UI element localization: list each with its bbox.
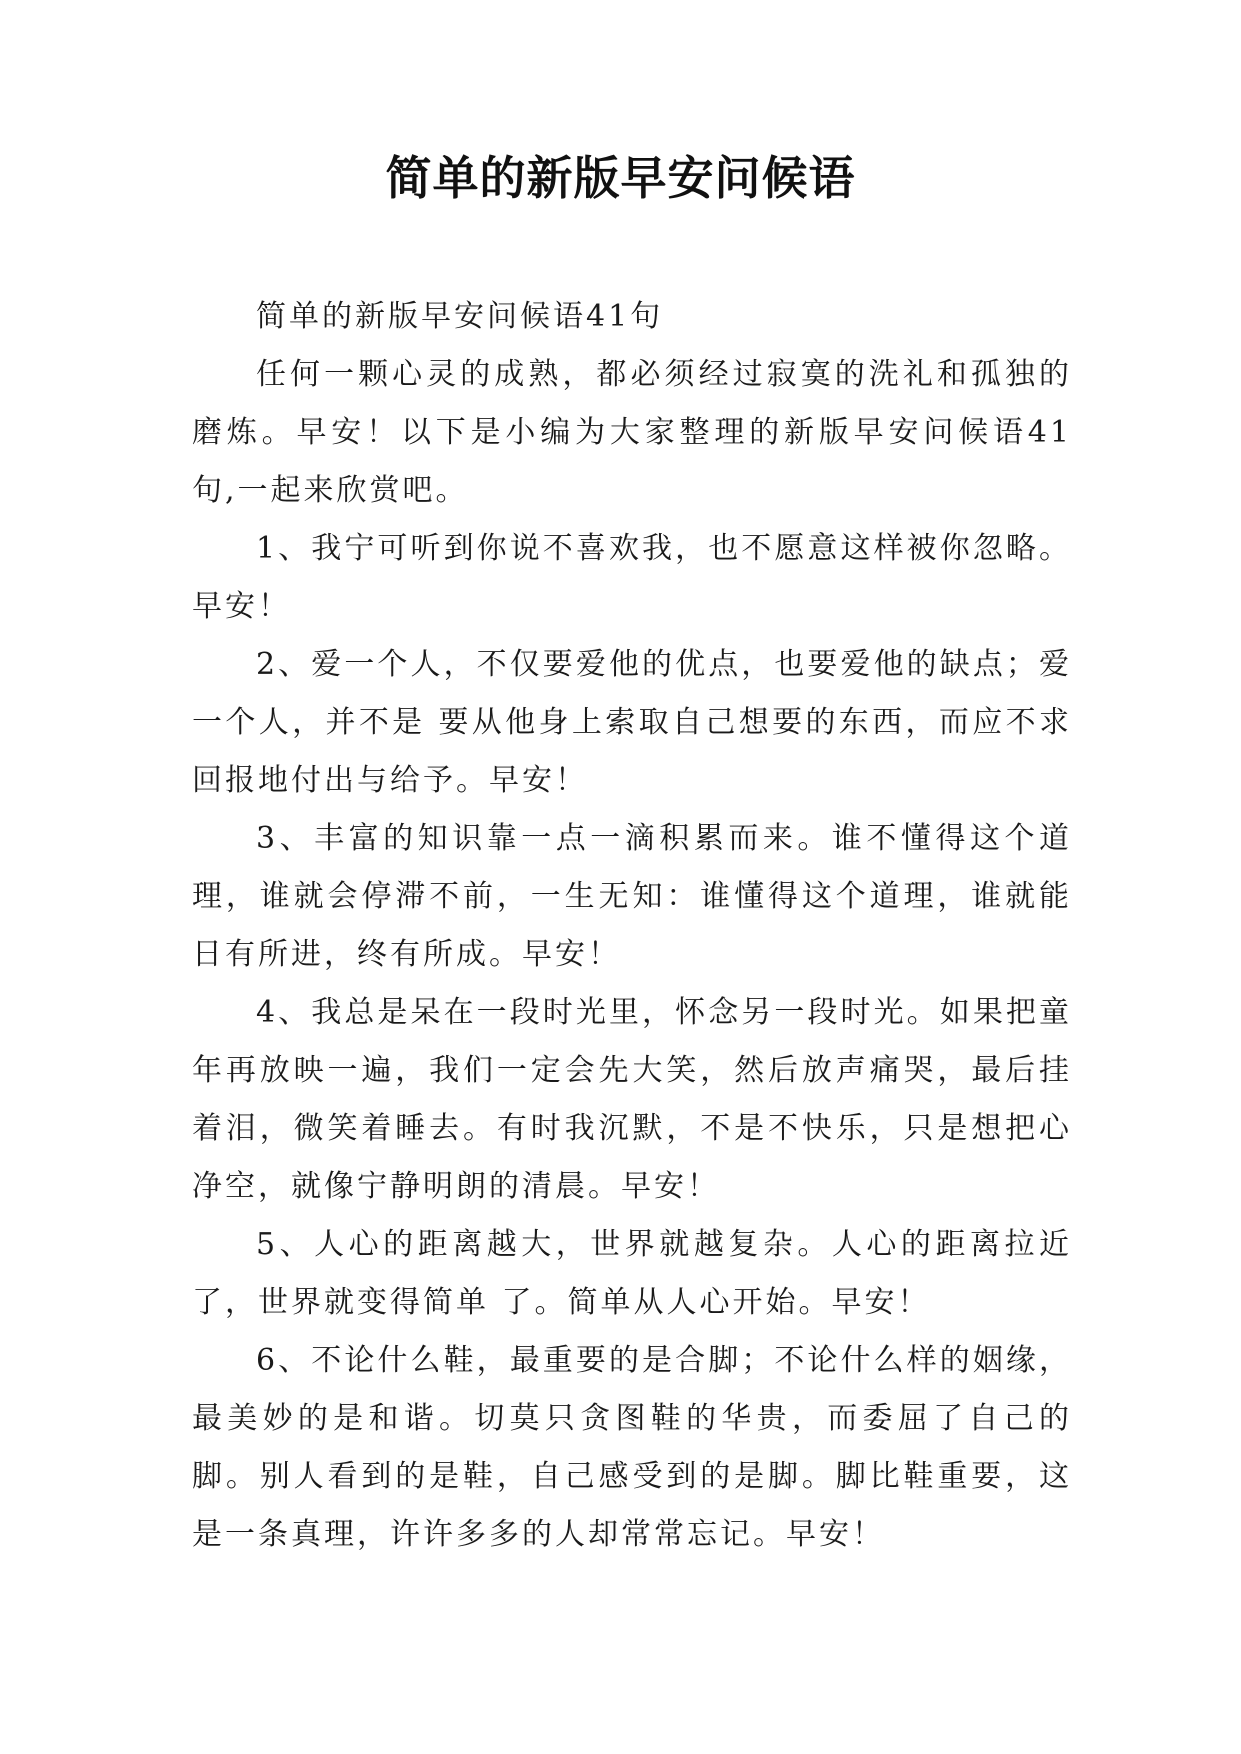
- paragraph-subtitle: 简单的新版早安问候语41句: [256, 299, 664, 334]
- paragraph-item-3: 3、丰富的知识靠一点一滴积累而来。谁不懂得这个道理，谁就会停滞不前，一生无知：谁懂得这个道理，谁就能日有所进，终有所成。早安！: [192, 821, 1072, 972]
- document-title: 简单的新版早安问候语: [385, 151, 856, 205]
- paragraph-item-6: 6、不论什么鞋，最重要的是合脚；不论什么样的姻缘，最美妙的是和谐。切莫只贪图鞋的华贵，而委屈了自己的脚。别人看到的是鞋，自己感受到的是脚。脚比鞋重要，这是一条真理，许许多多的人却常常忘记。早安！: [192, 1343, 1072, 1552]
- paragraph-item-4: 4、我总是呆在一段时光里，怀念另一段时光。如果把童年再放映一遍，我们一定会先大笑，然后放声痛哭，最后挂着泪，微笑着睡去。有时我沉默，不是不快乐，只是想把心净空，就像宁静明朗的清晨。早安！: [192, 995, 1072, 1204]
- paragraph-item-1: 1、我宁可听到你说不喜欢我，也不愿意这样被你忽略。早安！: [192, 531, 1072, 624]
- paragraph-item-2: 2、爱一个人，不仅要爱他的优点，也要爱他的缺点；爱一个人，并不是 要从他身上索取自己想要的东西，而应不求回报地付出与给予。早安！: [192, 647, 1072, 798]
- document-body: [192, 288, 1072, 1564]
- paragraph-item-5: 5、人心的距离越大，世界就越复杂。人心的距离拉近了，世界就变得简单 了。简单从人心开始。早安！: [192, 1227, 1072, 1320]
- paragraph-intro: 任何一颗心灵的成熟，都必须经过寂寞的洗礼和孤独的磨炼。早安！以下是小编为大家整理的新版早安问候语41句,一起来欣赏吧。: [192, 357, 1072, 508]
